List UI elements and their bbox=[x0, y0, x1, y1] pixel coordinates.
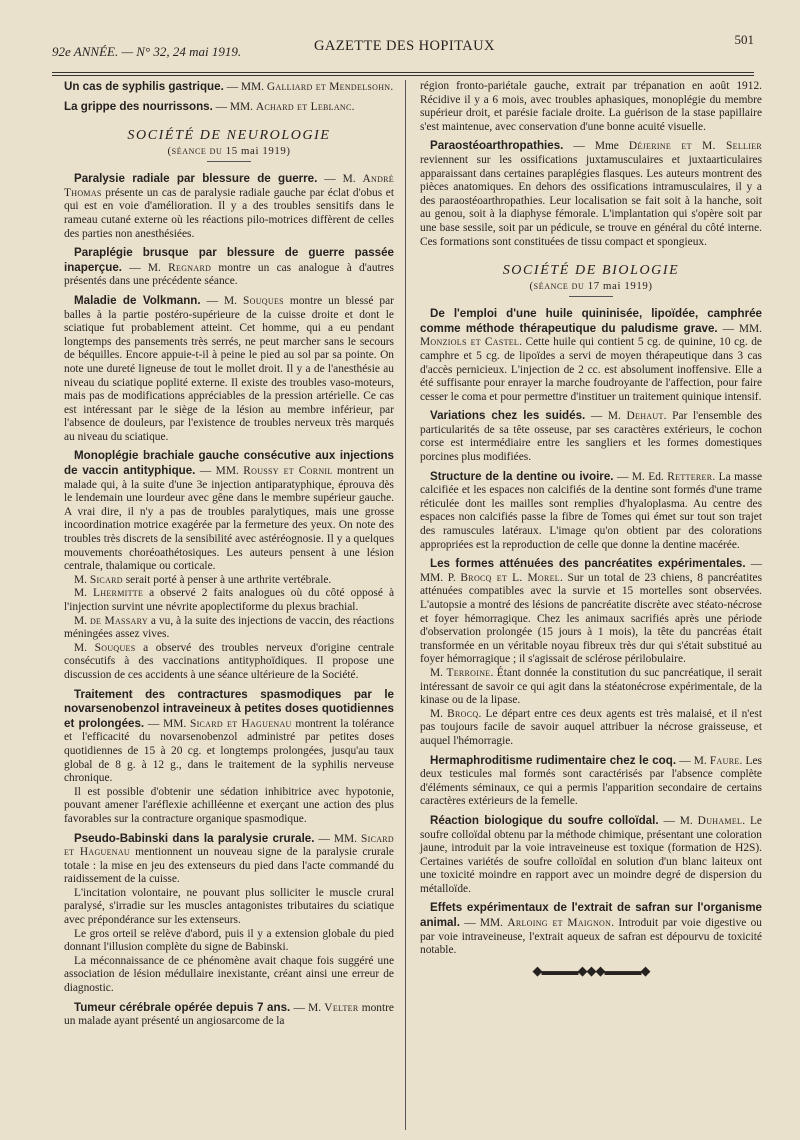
article-maladie-volkmann: Maladie de Volkmann. — M. Souques montre un blessé par balles à la partie postéro-supérieure de la cuisse droite et dont le sciatique fut probablement atteint. Cet homme, qui a eu pendant longtemps des pansements très serrés, ne peut marcher sans le secours de béquilles. Encore appuie-t-il à peine le pied au sol par sa pointe. On note une dureté ligneuse de tout le mollet droit. Il y a de l'anesthésie au niveau du sciatique poplité externe. Il existe des troubles vaso-moteurs, mais pas de modifications appréciables de la pression artérielle. Ce cas est intéressant par le siège de la lésion au membre inférieur, par l'absence de douleurs, par l'existence de troubles nerveux très marqués au niveau du sciatique. bbox=[64, 293, 394, 443]
article-title: Effets expérimentaux de l'extrait de safran sur l'organisme animal. bbox=[420, 901, 762, 930]
article-title: De l'emploi d'une huile quininisée, lipoïdée, camphrée comme méthode thérapeutique du paludisme grave. bbox=[420, 307, 762, 335]
article-paragraph: L'incitation volontaire, ne pouvant plus solliciter le muscle crural paralysé, s'irradie sur les muscles antagonistes tributaires du sciatique avec prépondérance sur les extenseurs. bbox=[64, 886, 394, 927]
society-title-neurologie: SOCIÉTÉ DE NEUROLOGIE bbox=[127, 128, 331, 144]
article-tumeur-cerebrale: Tumeur cérébrale opérée depuis 7 ans. — M. Velter montre un malade ayant présenté un angiosarcome de la bbox=[64, 1000, 394, 1028]
end-ornament: ◆▬▬▬◆◆◆▬▬▬◆ bbox=[532, 962, 650, 978]
article-title: Tumeur cérébrale opérée depuis 7 ans. bbox=[74, 1000, 291, 1014]
society-title-biologie: SOCIÉTÉ DE BIOLOGIE bbox=[502, 263, 680, 279]
article-title: Maladie de Volkmann. bbox=[74, 293, 201, 307]
page-header bbox=[52, 30, 754, 70]
article-title: La grippe des nourrissons. bbox=[64, 99, 213, 113]
issue-info: 92e ANNÉE. — N° 32, 24 mai 1919. bbox=[52, 44, 242, 59]
article-authors: Déjerine et M. Sellier bbox=[628, 140, 762, 153]
article-hermaphroditisme: Hermaphroditisme rudimentaire chez le coq. — M. Faure. Les deux testicules mal formés sont caractérisés par l'absence complète d'éléments séminaux, ce qui a permis l'apparition secondaire de certains caractères extérieurs de la femelle. bbox=[420, 753, 762, 808]
article-paragraph: Il est possible d'obtenir une sédation inhibitrice avec hypotonie, pouvant amener l'aréflexie achilléenne et exerçant une action des plus favorables sur la contracture organique spasmodique. bbox=[64, 785, 394, 825]
article-authors: André Thomas bbox=[64, 173, 394, 199]
article-body: reviennent sur les ossifications juxtamusculaires et juxtaarticulaires apparaissant dans certaines paraplégies flasques. Les auteurs montrent des pièces anatomiques. En dehors des ossifications intramusculaires, il y a des paraostéoarthropathies. Leur localisation se fait soit à la hanche, soit au genou, soit à la diaphyse fémorale. L'implantation qui s'opère soit par une base sessile, soit par un pédicule, se trouve en général du côté interne. Ces formations sont constituées de tissu compact et spongieux. bbox=[420, 153, 762, 248]
article-paraplegie-brusque: Paraplégie brusque par blessure de guerre passée inaperçue. — M. Regnard montre un cas analogue à d'autres présentés dans une précédente séance. bbox=[64, 246, 394, 288]
article-body: . Par l'ensemble des particularités de sa tête osseuse, par ses caractères extérieurs, le cochon corse est intermédiaire entre les sangliers et les formes domestiques porcines plus modifiées. bbox=[420, 410, 762, 464]
right-column bbox=[420, 80, 762, 979]
left-column bbox=[64, 80, 394, 1034]
article-title: Hermaphroditisme rudimentaire chez le coq. bbox=[430, 753, 677, 767]
article-continuation: région fronto-pariétale gauche, extrait par trépanation en août 1912. Récidive il y a 6 mois, avec troubles aphasiques, monoplégie du membre supérieur droit, et parésie faciale droite. La guérison de la stase papillaire s'est maintenue, avec conservation d'une bonne acuité visuelle. bbox=[420, 80, 762, 133]
article-body: . Introduit par voie digestive ou par voie intraveineuse, l'extrait aqueux de safran est dépourvu de toxicité notable. bbox=[420, 917, 762, 957]
article-authors: Roussy et Cornil bbox=[243, 465, 333, 478]
article-authors: Souques bbox=[243, 294, 284, 307]
discussion-souques: M. Souques a observé des troubles nerveux d'origine centrale consécutifs à des vaccinations antityphoïdiques. Il propose une discussion de ces accidents à une séance ultérieure de la Société. bbox=[64, 641, 394, 681]
article-authors: Arloing et Maignon bbox=[507, 917, 612, 930]
article-title: Pseudo-Babinski dans la paralysie crurale. bbox=[74, 831, 315, 845]
article-title: Paralysie radiale par blessure de guerre. bbox=[74, 172, 318, 186]
article-monoplegie-brachiale: Monoplégie brachiale gauche consécutive aux injections de vaccin antityphique. — MM. Roussy et Cornil montrent un malade qui, à la suite d'une 3e injection antiparatyphique, éprouva dès le lendemain une lourdeur avec gêne dans le membre supérieur gauche. A vrai dire, il n'y a pas de troubles paralytiques, mais une grosse incoordination motrice exagérée par la fermeture des yeux. On note des troubles très discrets de la sensibilité avec astéréognosie. Il y a quelques mouvements choréoathétosiques. Les auteurs pensent à une lésion centrale, thalamique ou corticale. M. Sicard serait porté à penser à une arthrite vertébrale. M. Lhermitte a observé 2 faits analogues où du côté opposé à l'injection survint une névrite apoplectiforme du plexus brachial. M. de Massary a vu, à la suite des injections de vaccin, des réactions méningées assez vives. M. Souques a observé des troubles nerveux d'origine centrale consécutifs à des vaccinations antityphoïdiques. Il propose une discussion de ces accidents à une séance ultérieure de la Société. bbox=[64, 449, 395, 681]
journal-title: GAZETTE DES HOPITAUX bbox=[314, 38, 495, 54]
article-authors: Retterer bbox=[667, 470, 713, 483]
article-paragraph: La méconnaissance de ce phénomène avait chaque fois suggéré une association de lésion médullaire inexistante, créant ainsi une erreur de diagnostic. bbox=[64, 954, 394, 995]
article-structure-dentine: Structure de la dentine ou ivoire. — M. Ed. Retterer. La masse calcifiée et les espaces non calcifiés de la dentine sont formés d'une trame réticulée dont les mailles sont remplies d'hyaloplasma. Au centre des espaces non calcifiés passe la fibre de Tomes qui émet sur tout son trajet des ramuscules latéraux. L'image qu'on obtient par des colorations appropriées est la reproduction de celle que donne la dentine macérée. bbox=[420, 469, 762, 551]
article-body: mentionnent un nouveau signe de la paralysie crurale totale : la mise en jeu des extenseurs du pied dans l'acte commandé du raidissement de la cuisse. bbox=[64, 846, 394, 886]
article-title: Un cas de syphilis gastrique. bbox=[64, 80, 224, 93]
article-title: Paraplégie brusque par blessure de guerre passée inaperçue. bbox=[64, 246, 394, 274]
article-title: Paraostéoarthropathies. bbox=[430, 139, 564, 153]
discussion-sicard: M. Sicard serait porté à penser à une arthrite vertébrale. bbox=[74, 573, 332, 586]
article-body: . La masse calcifiée et les espaces non calcifiés de la dentine sont formés d'une trame réticulée dont les mailles sont remplies d'hyaloplasma. Au centre des espaces non calcifiés passe la fibre de Tomes qui émet sur tout son trajet des ramuscules latéraux. L'image qu'on obtient par des colorations appropriées est la reproduction de celle que donne la dentine macérée. bbox=[420, 470, 762, 551]
article-title: Traitement des contractures spasmodiques par le novarsenobenzol intraveineux à petites doses quotidiennes et prolongées. bbox=[64, 687, 394, 730]
header-rule bbox=[52, 72, 754, 73]
discussion-de-massary: M. de Massary a vu, à la suite des injections de vaccin, des réactions méningées assez vives. bbox=[64, 614, 395, 641]
article-authors: Galliard et Mendelsohn. bbox=[266, 81, 394, 93]
article-body: présente un cas de paralysie radiale gauche par éclat d'obus et qui est en voie d'amélioration. Il y a des troubles sensitifs dans le rameau cutané externe où les réactions pilo-motrices diffèrent de celles des parties non anesthésiées. bbox=[64, 186, 394, 240]
session-date: (séance du 17 mai 1919) bbox=[529, 280, 653, 293]
header-rule-thin bbox=[52, 75, 754, 76]
article-title: Monoplégie brachiale gauche consécutive aux injections de vaccin antityphique. bbox=[64, 449, 394, 478]
article-authors: Dehaut bbox=[626, 410, 664, 423]
article-authors: Sicard et Haguenau bbox=[64, 832, 394, 859]
article-pseudo-babinski: Pseudo-Babinski dans la paralysie crurale. — MM. Sicard et Haguenau mentionnent un nouveau signe de la paralysie crurale totale : la mise en jeu des extenseurs du pied dans l'acte commandé du raidissement de la cuisse. L'incitation volontaire, ne pouvant plus solliciter le muscle crural paralysé, s'irradie sur les muscles antagonistes tributaires du sciatique avec prépondérance sur les extenseurs. Le gros orteil se relève d'abord, puis il y a extension globale du pied donnant l'illusion complète du signe de Babinski. La méconnaissance de ce phénomène avait chaque fois suggéré une association de lésion médullaire inexistante, créant ainsi une erreur de diagnostic. bbox=[64, 831, 394, 995]
article-soufre-colloidal: Réaction biologique du soufre colloïdal. — M. Duhamel. Le soufre colloïdal obtenu par la méthode chimique, présentant une coloration jaune, introduit par la voie intraveineuse est toxique (formation de H2S). Certaines variétés de soufre colloïdal en solution d'un blanc laiteux ont une toxicité moindre en rapport avec un moindre degré de dispersion du métalloïde. bbox=[420, 813, 762, 895]
article-authors: Regnard bbox=[168, 261, 212, 274]
section-rule bbox=[569, 296, 613, 297]
article-authors: Faure bbox=[709, 754, 740, 767]
discussion-lhermitte: M. Lhermitte a observé 2 faits analogues où du côté opposé à l'injection survint une névrite apoplectiforme du plexus brachial. bbox=[64, 587, 395, 613]
article-pancreatites: Les formes atténuées des pancréatites expérimentales. — MM. P. Brocq et L. Morel. Sur un total de 23 chiens, 8 pancréatites atténuées compatibles avec la survie et 15 mortelles sont observées. L'autopsie a montré des lésions de pancréatite discrète avec stéato-nécrose et foyer hémorragique. Chez les animaux sacrifiés après une période d'observation prolongée (15 jours à 1 mois), la tête du pancréas était transformée en un véritable noyau fibreux très dur qui s'était substitué au foyer hémorragique ; il s'agissait de sclérose périlobulaire. M. Terroine. Étant donnée la constitution du suc pancréatique, il serait intéressant de savoir ce qui agit dans la stéatonécrose expérimentale, de la kinase ou de la lipase. M. Brocq. Le départ entre ces deux agents est très malaisé, et il n'est pas toujours facile de savoir auquel attribuer la nécrose graisseuse, et auquel l'hémorragie. bbox=[420, 557, 763, 747]
article-authors: Achard et Leblanc. bbox=[255, 100, 355, 113]
article-body: montrent un malade qui, à la suite d'une 3e injection antiparatyphique, éprouva dès le lendemain une lourdeur avec gêne dans le membre supérieur gauche. A vrai dire, il n'y a pas de troubles paralytiques, mais une grosse incoordination motrice exagérée par la fermeture des yeux. On note des troubles très discrets de la sensibilité avec astéréognosie. Il y a quelques mouvements choréoathétosiques. Les auteurs pensent à une lésion centrale, thalamique ou corticale. bbox=[64, 465, 394, 573]
article-title: Réaction biologique du soufre colloïdal. bbox=[430, 813, 659, 827]
article-authors: Velter bbox=[324, 1001, 359, 1014]
article-body: montrent la tolérance et l'efficacité du novarsenobenzol administré par petites doses quotidiennes de 15 à 20 cg. et longtemps prolongées, jusqu'au taux global de 8 g. à 12 g., dans le traitement de la syphilis nerveuse chronique. bbox=[64, 717, 394, 785]
article-body: . Le soufre colloïdal obtenu par la méthode chimique, présentant une coloration jaune, introduit par la voie intraveineuse est toxique (formation de H2S). Certaines variétés de soufre colloïdal en solution d'un blanc laiteux ont une toxicité moindre en rapport avec un moindre degré de dispersion du métalloïde. bbox=[420, 814, 762, 895]
section-rule bbox=[207, 161, 251, 162]
article-grippe-nourrissons: La grippe des nourrissons. — MM. Achard et Leblanc. bbox=[64, 99, 355, 113]
page-number: 501 bbox=[734, 32, 754, 47]
article-authors: Brocq et L. Morel bbox=[460, 571, 560, 584]
article-body: . Sur un total de 23 chiens, 8 pancréatites atténuées compatibles avec la survie et 15 mortelles sont observées. L'autopsie a montré des lésions de pancréatite discrète avec stéato-nécrose et foyer hémorragique. Chez les animaux sacrifiés après une période d'observation prolongée (15 jours à 1 mois), la tête du pancréas était transformée en un véritable noyau fibreux très dur qui s'était substitué au foyer hémorragique ; il s'agissait de sclérose périlobulaire. bbox=[420, 571, 763, 666]
discussion-terroine: M. Terroine. Étant donnée la constitution du suc pancréatique, il serait intéressant de savoir ce qui agit dans la stéatonécrose expérimentale, de la kinase ou de la lipase. bbox=[420, 666, 762, 707]
article-contractures-spasmodiques: Traitement des contractures spasmodiques par le novarsenobenzol intraveineux à petites doses quotidiennes et prolongées. — MM. Sicard et Haguenau montrent la tolérance et l'efficacité du novarsenobenzol administré par petites doses quotidiennes de 15 à 20 cg. et longtemps prolongées, jusqu'au taux global de 8 g. à 12 g., dans le traitement de la syphilis nerveuse chronique. Il est possible d'obtenir une sédation inhibitrice avec hypotonie, pouvant amener l'aréflexie achilléenne et exerçant une action des plus favorables sur la contracture organique spasmodique. bbox=[64, 687, 394, 825]
column-divider bbox=[405, 80, 406, 1130]
session-date: (séance du 15 mai 1919) bbox=[167, 145, 291, 158]
article-authors: Duhamel bbox=[697, 814, 743, 827]
article-authors: Monziols et Castel bbox=[420, 336, 520, 349]
article-title: Structure de la dentine ou ivoire. bbox=[430, 469, 614, 483]
article-body: montre un cas analogue à d'autres présentés dans une précédente séance. bbox=[64, 261, 394, 288]
article-title: Les formes atténuées des pancréatites expérimentales. bbox=[430, 557, 746, 571]
article-variations-suides: Variations chez les suidés. — M. Dehaut. Par l'ensemble des particularités de sa tête osseuse, par ses caractères extérieurs, le cochon corse est intermédiaire entre les sangliers et les formes domestiques porcines plus modifiées. bbox=[420, 409, 762, 464]
article-body: montre un malade ayant présenté un angiosarcome de la bbox=[64, 1001, 394, 1028]
article-body: . Les deux testicules mal formés sont caractérisés par l'absence complète d'éléments séminaux, ce qui a permis l'apparition secondaire de certains caractères extérieurs de la femelle. bbox=[420, 754, 762, 808]
article-title: Variations chez les suidés. bbox=[430, 409, 586, 423]
article-authors: Sicard et Haguenau bbox=[189, 717, 292, 730]
article-extrait-safran: Effets expérimentaux de l'extrait de safran sur l'organisme animal. — MM. Arloing et Maignon. Introduit par voie digestive ou par voie intraveineuse, l'extrait aqueux de safran est dépourvu de toxicité notable. bbox=[420, 901, 762, 957]
article-body: montre un blessé par balles à la partie postéro-supérieure de la cuisse droite et dont le sciatique fut probablement atteint. Cet homme, qui a eu pendant longtemps des pansements très serrés, ne peut marcher sans le secours de béquilles. Encore appuie-t-il à peine le pied au sol par sa pointe. On note une dureté ligneuse de tout le mollet droit. Il y a de l'anesthésie au niveau du sciatique poplité externe. Il existe des troubles vaso-moteurs, mais pas de modifications appréciables de la pression artérielle. Ce cas est intéressant par le siège de la lésion au membre inférieur, par l'absence de douleurs, par l'existence de troubles nerveux très marqués au niveau du sciatique. bbox=[64, 294, 394, 443]
article-paragraph: Le gros orteil se relève d'abord, puis il y a extension globale du pied donnant l'illusion complète du signe de Babinski. bbox=[64, 927, 394, 954]
article-huile-quininisee: De l'emploi d'une huile quininisée, lipoïdée, camphrée comme méthode thérapeutique du paludisme grave. — MM. Monziols et Castel. Cette huile qui contient 5 cg. de quinine, 10 cg. de camphre et 5 cg. de lipoïdes a servi de moyen thérapeutique dans 3 cas d'accès pernicieux. L'injection de 2 cc. est absolument inoffensive. Elle a été suffisante pour enrayer la marche foudroyante de l'affection, pour faire cesser le coma et pour permettre d'instituer un traitement quinique intensif. bbox=[420, 307, 762, 403]
article-paralysie-radiale: Paralysie radiale par blessure de guerre. — M. André Thomas présente un cas de paralysie radiale gauche par éclat d'obus et qui est en voie d'amélioration. Il y a des troubles sensitifs dans le rameau cutané externe où les réactions pilo-motrices diffèrent de celles des parties non anesthésiées. bbox=[64, 172, 394, 240]
article-body: . Cette huile qui contient 5 cg. de quinine, 10 cg. de camphre et 5 cg. de lipoïdes a servi de moyen thérapeutique dans 3 cas d'accès pernicieux. L'injection de 2 cc. est absolument inoffensive. Elle a été suffisante pour enrayer la marche foudroyante de l'affection, pour faire cesser le coma et pour permettre d'instituer un traitement quinique intensif. bbox=[420, 336, 762, 403]
article-paraosteoarthropathies: Paraostéoarthropathies. — Mme Déjerine et M. Sellier reviennent sur les ossifications juxtamusculaires et juxtaarticulaires apparaissant dans certaines paraplégies flasques. Les auteurs montrent des pièces anatomiques. En dehors des ossifications intramusculaires, il y a des paraostéoarthropathies. Leur localisation se fait soit à la hanche, soit au genou, soit à la diaphyse fémorale. L'implantation qui s'opère soit par une base sessile, soit par un pédicule, se trouve en général du côté interne. Ces formations sont constituées de tissu compact et spongieux. bbox=[420, 139, 762, 248]
article-syphilis-gastrique: Un cas de syphilis gastrique. — MM. Galliard et Mendelsohn. bbox=[64, 80, 394, 93]
discussion-brocq: M. Brocq. Le départ entre ces deux agents est très malaisé, et il n'est pas toujours facile de savoir auquel attribuer la nécrose graisseuse, et auquel l'hémorragie. bbox=[420, 707, 762, 747]
